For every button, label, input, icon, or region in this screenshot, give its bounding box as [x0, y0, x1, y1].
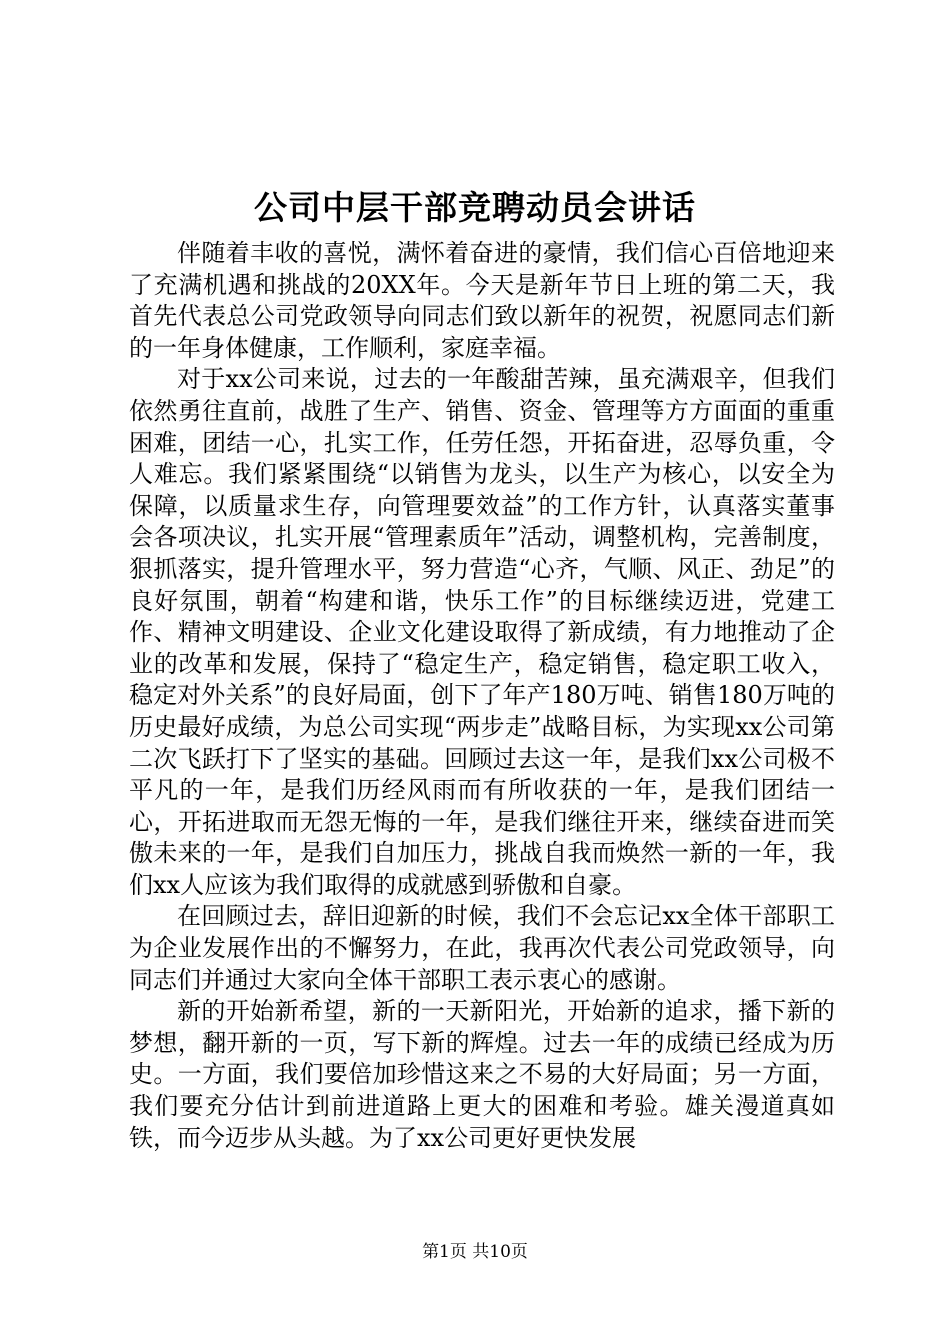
paragraph-2: 对于xx公司来说，过去的一年酸甜苦辣，虽充满艰辛，但我们依然勇往直前，战胜了生产、销售、资金、管理等方方面面的重重困难，团结一心，扎实工作，任劳任怨，开拓奋进，忍辱负重，令人难忘。我们紧紧围绕“以销售为龙头，以生产为核心，以安全为保障，以质量求生存，向管理要效益”的工作方针，认真落实董事会各项决议，扎实开展“管理素质年”活动，调整机构，完善制度，狠抓落实，提升管理水平，努力营造“心齐，气顺、风正、劲足”的良好氛围，朝着“构建和谐，快乐工作”的目标继续迈进，党建工作、精神文明建设、企业文化建设取得了新成绩，有力地推动了企业的改革和发展，保持了“稳定生产，稳定销售，稳定职工收入，稳定对外关系”的良好局面，创下了年产180万吨、销售180万吨的历史最好成绩，为总公司实现“两步走”战略目标，为实现xx公司第二次飞跃打下了坚实的基础。回顾过去这一年，是我们xx公司极不平凡的一年，是我们历经风雨而有所收获的一年，是我们团结一心，开拓进取而无怨无悔的一年，是我们继往开来，继续奋进而笑傲未来的一年，是我们自加压力，挑战自我而焕然一新的一年，我们xx人应该为我们取得的成就感到骄傲和自豪。: [129, 365, 835, 899]
document-body: [129, 238, 835, 1154]
paragraph-3: 在回顾过去，辞旧迎新的时候，我们不会忘记xx全体干部职工为企业发展作出的不懈努力，在此，我再次代表公司党政领导，向同志们并通过大家向全体干部职工表示衷心的感谢。: [129, 902, 835, 994]
paragraph-1: 伴随着丰收的喜悦，满怀着奋进的豪情，我们信心百倍地迎来了充满机遇和挑战的20XX年。今天是新年节日上班的第二天，我首先代表总公司党政领导向同志们致以新年的祝贺，祝愿同志们新的一年身体健康，工作顺利，家庭幸福。: [129, 239, 835, 362]
document-title: 公司中层干部竞聘动员会讲话: [254, 188, 696, 227]
page-footer: 第1页 共10页: [422, 1242, 528, 1262]
paragraph-4: 新的开始新希望，新的一天新阳光，开始新的追求，播下新的梦想，翻开新的一页，写下新的辉煌。过去一年的成绩已经成为历史。一方面，我们要倍加珍惜这来之不易的大好局面；另一方面，我们要充分估计到前进道路上更大的困难和考验。雄关漫道真如铁，而今迈步从头越。为了xx公司更好更快发展: [129, 997, 835, 1152]
